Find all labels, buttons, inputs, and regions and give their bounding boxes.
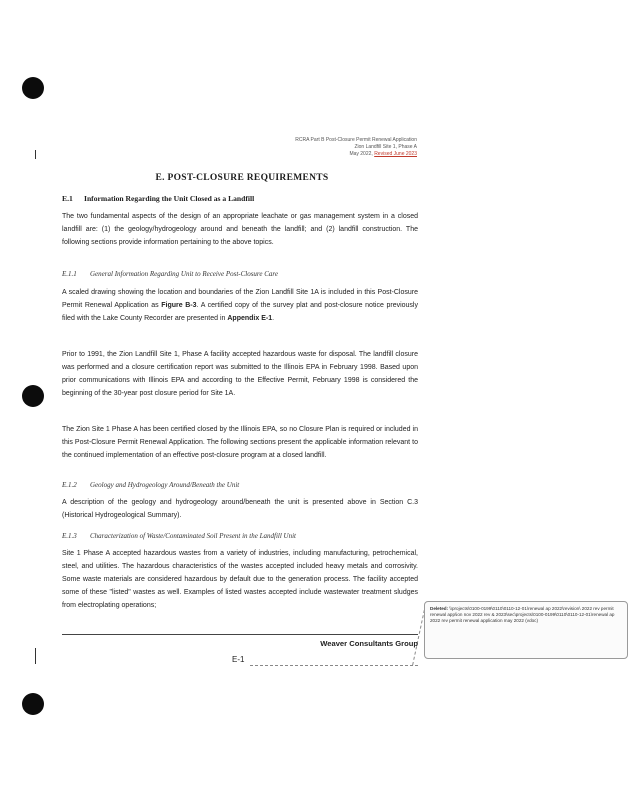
text-run: .	[272, 315, 275, 322]
comment-text: \\projects\0100-0199\0110\0110-12-01\renewal ap 2022\revision\ 2022 rev permit renewal app\ion nov 2022 rev & 2023\sec\projects\0100-0199\0110\0110-12-01\renewal ap 2022 rev permit renewal application may 2022 (vdoc)	[430, 606, 615, 624]
header-line-3	[295, 151, 417, 158]
binder-hole-top	[22, 77, 44, 99]
header-line-1: RCRA Part B Post-Closure Permit Renewal Application	[295, 137, 417, 143]
comment-dashed-leader	[250, 665, 418, 666]
margin-tick	[35, 150, 36, 159]
margin-tick	[35, 648, 36, 664]
footer-company: Weaver Consultants Group	[320, 639, 418, 648]
document-header	[295, 137, 417, 158]
header-line-2: Zion Landfill Site 1, Phase A	[354, 144, 417, 150]
binder-hole-bottom	[22, 693, 44, 715]
heading-e12-number: E.1.2	[62, 481, 77, 489]
heading-e1	[62, 194, 254, 203]
heading-e13-number: E.1.3	[62, 532, 77, 540]
paragraph-e13: Site 1 Phase A accepted hazardous wastes from a variety of industries, including manufacturing, petrochemical, steel, and utilities. The hazardous characteristics of the wastes accepted included heavy metals and corrosivity. Some waste materials are considered hazardous by default due to the generation process. The facility accepted some of these "listed" wastes as well. Examples of listed wastes accepted include wastewater treatment sludges from electroplating operations;	[62, 550, 418, 609]
comment-label: Deleted:	[430, 606, 449, 611]
heading-e13-title: Characterization of Waste/Contaminated Soil Present in the Landfill Unit	[90, 532, 296, 540]
heading-e11	[62, 270, 278, 278]
header-revision: Revised June 2023	[374, 151, 417, 157]
figure-reference: Figure B-3	[161, 302, 197, 309]
heading-e1-title: Information Regarding the Unit Closed as a Landfill	[84, 194, 255, 203]
heading-e1-number: E.1	[62, 194, 73, 203]
paragraph-e11-1	[62, 286, 418, 325]
paragraph-e11-3: The Zion Site 1 Phase A has been certified closed by the Illinois EPA, so no Closure Plan is required or included in this Post-Closure Permit Renewal Application. The following sections present the applicable information relevant to the continued implementation of an effective post-closure program at a closed landfill.	[62, 426, 418, 459]
footer-rule	[62, 634, 418, 635]
heading-e11-title: General Information Regarding Unit to Receive Post-Closure Care	[90, 270, 278, 278]
paragraph-e12: A description of the geology and hydrogeology around/beneath the unit is presented above in Section C.3 (Historical Hydrogeological Summary).	[62, 499, 418, 519]
appendix-reference: Appendix E-1	[227, 315, 273, 322]
heading-e12-title: Geology and Hydrogeology Around/Beneath the Unit	[90, 481, 240, 489]
heading-e12	[62, 481, 239, 489]
header-date: May 2022,	[349, 151, 375, 157]
heading-e13	[62, 532, 296, 540]
binder-hole-middle	[22, 385, 44, 407]
section-title: E. POST-CLOSURE REQUIREMENTS	[155, 173, 329, 183]
paragraph-e1: The two fundamental aspects of the design of an appropriate leachate or gas management system in a closed landfill are: (1) the geology/hydrogeology around and beneath the landfill; and (2) landfill construction. The following sections provide information pertaining to the above topics.	[62, 213, 418, 246]
text-run: A scaled drawing showing the location and boundaries of the Zion Landfill Site 1A is included in this Post-Closure Permit Renewal Application as	[62, 289, 418, 309]
heading-e11-number: E.1.1	[62, 270, 77, 278]
deleted-comment-balloon[interactable]	[424, 601, 628, 659]
paragraph-e11-2: Prior to 1991, the Zion Landfill Site 1, Phase A facility accepted hazardous waste for disposal. The landfill closure was performed and a closure certification report was submitted to the Illinois EPA in February 1998. Based upon prior communications with Illinois EPA and according to the Effective Permit, February 1998 is considered the beginning of the 30-year post closure period for Site 1A.	[62, 351, 418, 397]
page-number: E-1	[232, 655, 245, 664]
text-run: . A certified copy of the survey plat and post-closure notice previously filed with the Lake County Recorder are presented in	[62, 302, 418, 322]
